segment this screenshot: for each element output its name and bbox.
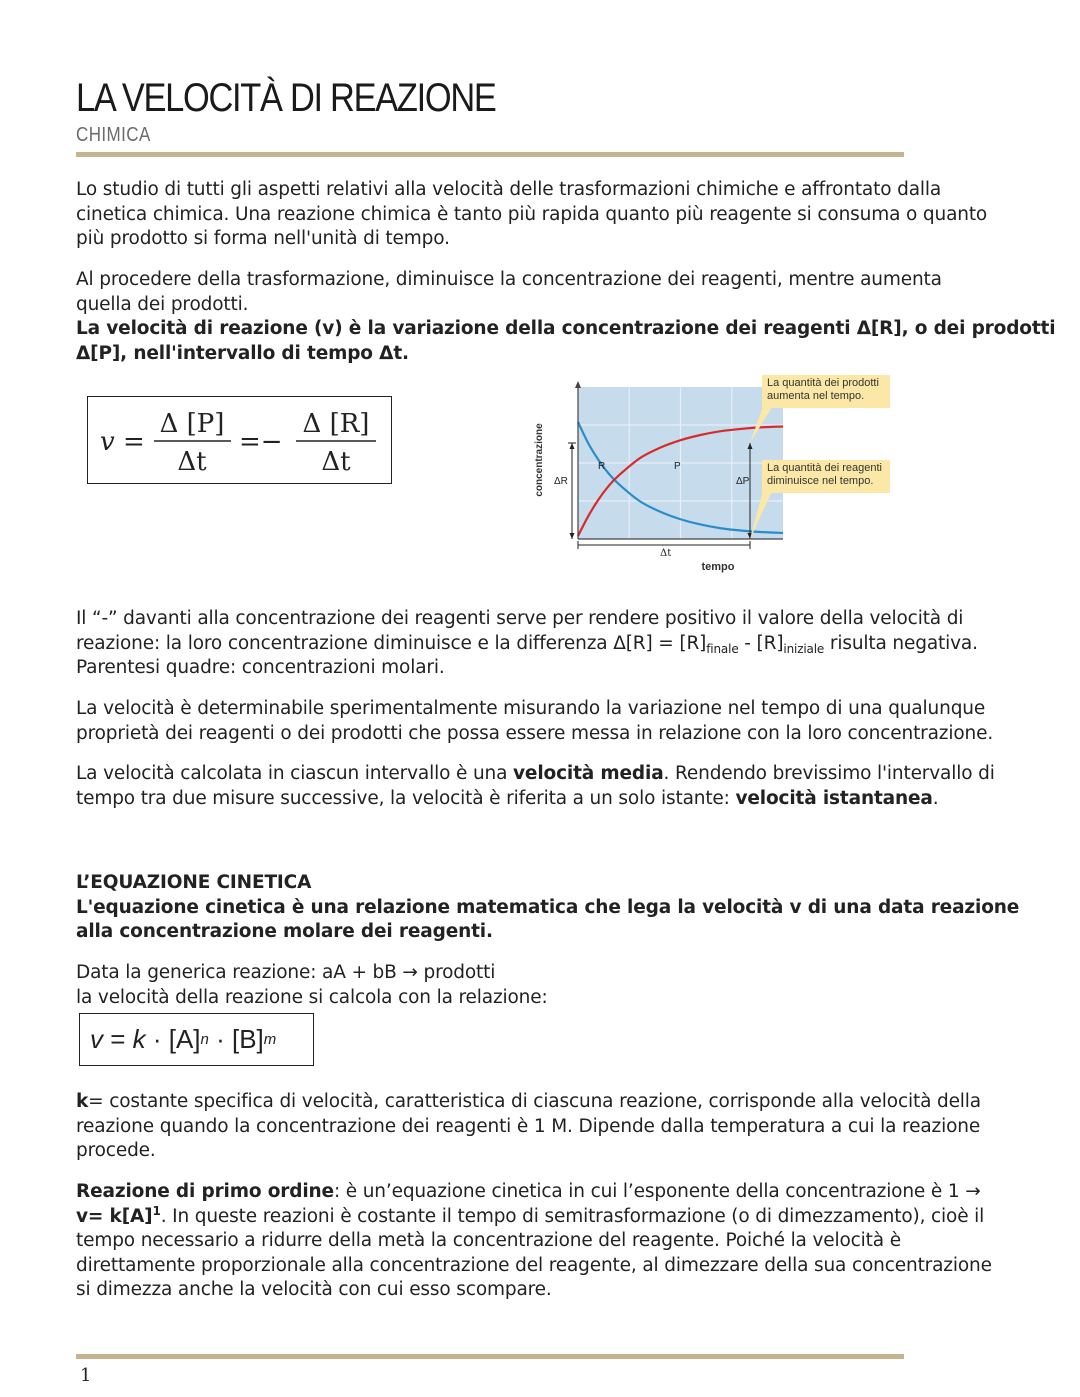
intro-paragraph-1 bbox=[76, 178, 987, 252]
header-rule bbox=[76, 152, 904, 157]
delta-r-arrow-icon bbox=[570, 443, 575, 449]
eq-b: · [B] bbox=[208, 1024, 264, 1054]
text-line: reazione quando la concentrazione dei reagenti è 1 M. Dipende dalla temperatura a cui la reazione bbox=[76, 1115, 981, 1137]
text-line: Parentesi quadre: concentrazioni molari. bbox=[76, 657, 445, 678]
text-line: . bbox=[932, 787, 939, 809]
measurement-paragraph bbox=[76, 697, 993, 746]
text-line: quella dei prodotti. bbox=[76, 293, 249, 315]
subscript-final: finale bbox=[706, 641, 739, 656]
concentration-chart bbox=[528, 375, 908, 579]
section-kinetic-equation bbox=[76, 871, 1019, 945]
text-line: Al procedere della trasformazione, diminuisce la concentrazione dei reagenti, mentre aumenta bbox=[76, 269, 942, 290]
first-order-equation: v= k[A] bbox=[76, 1205, 153, 1227]
k-definition-paragraph bbox=[76, 1090, 981, 1164]
callout-line: diminuisce nel tempo. bbox=[767, 475, 874, 487]
page-number: 1 bbox=[80, 1365, 92, 1386]
callout-products bbox=[762, 375, 890, 408]
text-line: . Rendendo brevissimo l'intervallo di bbox=[663, 763, 995, 784]
minus-sign-paragraph bbox=[76, 607, 978, 681]
callout-reagents bbox=[762, 460, 890, 493]
text-line: Data la generica reazione: aA + bB → prodotti bbox=[76, 962, 496, 983]
text-line: risulta negativa. bbox=[824, 632, 978, 654]
definition-bold: Δ[P], nell'intervallo di tempo Δt. bbox=[76, 342, 409, 364]
term-first-order: Reazione di primo ordine bbox=[76, 1181, 334, 1202]
delta-p-label: ΔP bbox=[736, 476, 750, 487]
text-line: proprietà dei reagenti o dei prodotti che possa essere messa in relazione con la loro concentrazione. bbox=[76, 722, 994, 744]
formula-v: v = bbox=[100, 427, 145, 457]
average-velocity-paragraph bbox=[76, 762, 995, 811]
text-line: : è un’equazione cinetica in cui l’esponente della concentrazione è 1 → bbox=[333, 1181, 981, 1202]
text-line: = costante specifica di velocità, caratteristica di ciascuna reazione, corrisponde alla velocità della bbox=[88, 1091, 981, 1112]
term-instant-velocity: velocità istantanea bbox=[735, 787, 933, 809]
eq-equals: = bbox=[103, 1024, 133, 1054]
first-order-exponent: 1 bbox=[152, 1203, 161, 1218]
eq-k: k bbox=[132, 1024, 146, 1054]
callout-line: aumenta nel tempo. bbox=[767, 390, 865, 402]
series-label-p: P bbox=[674, 461, 681, 472]
text-line: la velocità della reazione si calcola con la relazione: bbox=[76, 986, 548, 1008]
definition-bold: L'equazione cinetica è una relazione matematica che lega la velocità v di una data reazione bbox=[76, 896, 1020, 918]
text-line: più prodotto si forma nell'unità di tempo. bbox=[76, 228, 450, 249]
section-heading: L’EQUAZIONE CINETICA bbox=[76, 872, 312, 893]
term-k: k bbox=[76, 1091, 89, 1112]
eq-a: · [A] bbox=[145, 1024, 201, 1054]
callout-line: La quantità dei prodotti bbox=[767, 377, 879, 389]
text-line: Il “-” davanti alla concentrazione dei reagenti serve per rendere positivo il valore della velocità di bbox=[76, 608, 964, 629]
first-order-paragraph bbox=[76, 1180, 992, 1303]
series-label-r: R bbox=[598, 461, 606, 472]
text-line: . In queste reazioni è costante il tempo di semitrasformazione (o di dimezzamento), cioè il bbox=[160, 1205, 985, 1227]
formula-denominator-2: Δt bbox=[321, 447, 351, 477]
text-line: procede. bbox=[76, 1140, 156, 1161]
formula-equals-minus: =− bbox=[239, 427, 283, 457]
text-line: La velocità calcolata in ciascun intervallo è una bbox=[76, 763, 514, 784]
y-axis-arrow-icon bbox=[575, 381, 581, 388]
text-line: direttamente proporzionale alla concentrazione del reagente, al dimezzare della sua concentrazione bbox=[76, 1254, 992, 1276]
delta-r-arrow-icon bbox=[570, 533, 575, 539]
text-line: tempo necessario a ridurre della metà la concentrazione del reagente. Poiché la velocità è bbox=[76, 1230, 901, 1251]
rate-equation-box: v = k · [A] n · [B] m bbox=[79, 1013, 314, 1066]
velocity-formula-box bbox=[87, 396, 392, 484]
generic-reaction-paragraph bbox=[76, 961, 548, 1010]
text-line: La velocità è determinabile sperimentalmente misurando la variazione nel tempo di una qualunque bbox=[76, 698, 986, 719]
formula-denominator-1: Δt bbox=[177, 447, 207, 477]
formula-numerator-r: Δ [R] bbox=[302, 409, 370, 439]
intro-paragraph-2 bbox=[76, 268, 1055, 366]
text-line: reazione: la loro concentrazione diminuisce e la differenza Δ[R] = [R] bbox=[76, 632, 707, 654]
y-axis-label: concentrazione bbox=[534, 423, 545, 497]
velocity-formula bbox=[88, 397, 391, 483]
eq-v: v bbox=[90, 1024, 103, 1054]
text-line: cinetica chimica. Una reazione chimica è tanto più rapida quanto più reagente si consuma o quanto bbox=[76, 203, 988, 225]
formula-numerator-p: Δ [P] bbox=[159, 409, 225, 439]
callout-line: La quantità dei reagenti bbox=[767, 462, 882, 474]
page-title: LA VELOCITÀ DI REAZIONE bbox=[76, 76, 496, 120]
text-line: - [R] bbox=[738, 632, 784, 654]
definition-bold: La velocità di reazione (v) è la variazione della concentrazione dei reagenti Δ[R], o dei prodotti bbox=[76, 318, 1056, 339]
delta-t-label: Δt bbox=[660, 548, 672, 559]
text-line: si dimezza anche la velocità con cui esso scompare. bbox=[76, 1279, 552, 1300]
text-line: Lo studio di tutti gli aspetti relativi alla velocità delle trasformazioni chimiche e affrontato dalla bbox=[76, 179, 942, 200]
delta-r-label: ΔR bbox=[554, 476, 568, 487]
x-axis-label: tempo bbox=[701, 561, 735, 573]
term-average-velocity: velocità media bbox=[513, 763, 664, 784]
subscript-initial: iniziale bbox=[783, 641, 825, 656]
page-subtitle: CHIMICA bbox=[76, 124, 151, 146]
definition-bold: alla concentrazione molare dei reagenti. bbox=[76, 921, 493, 942]
footer-rule bbox=[76, 1354, 904, 1359]
text-line: tempo tra due misure successive, la velocità è riferita a un solo istante: bbox=[76, 787, 736, 809]
